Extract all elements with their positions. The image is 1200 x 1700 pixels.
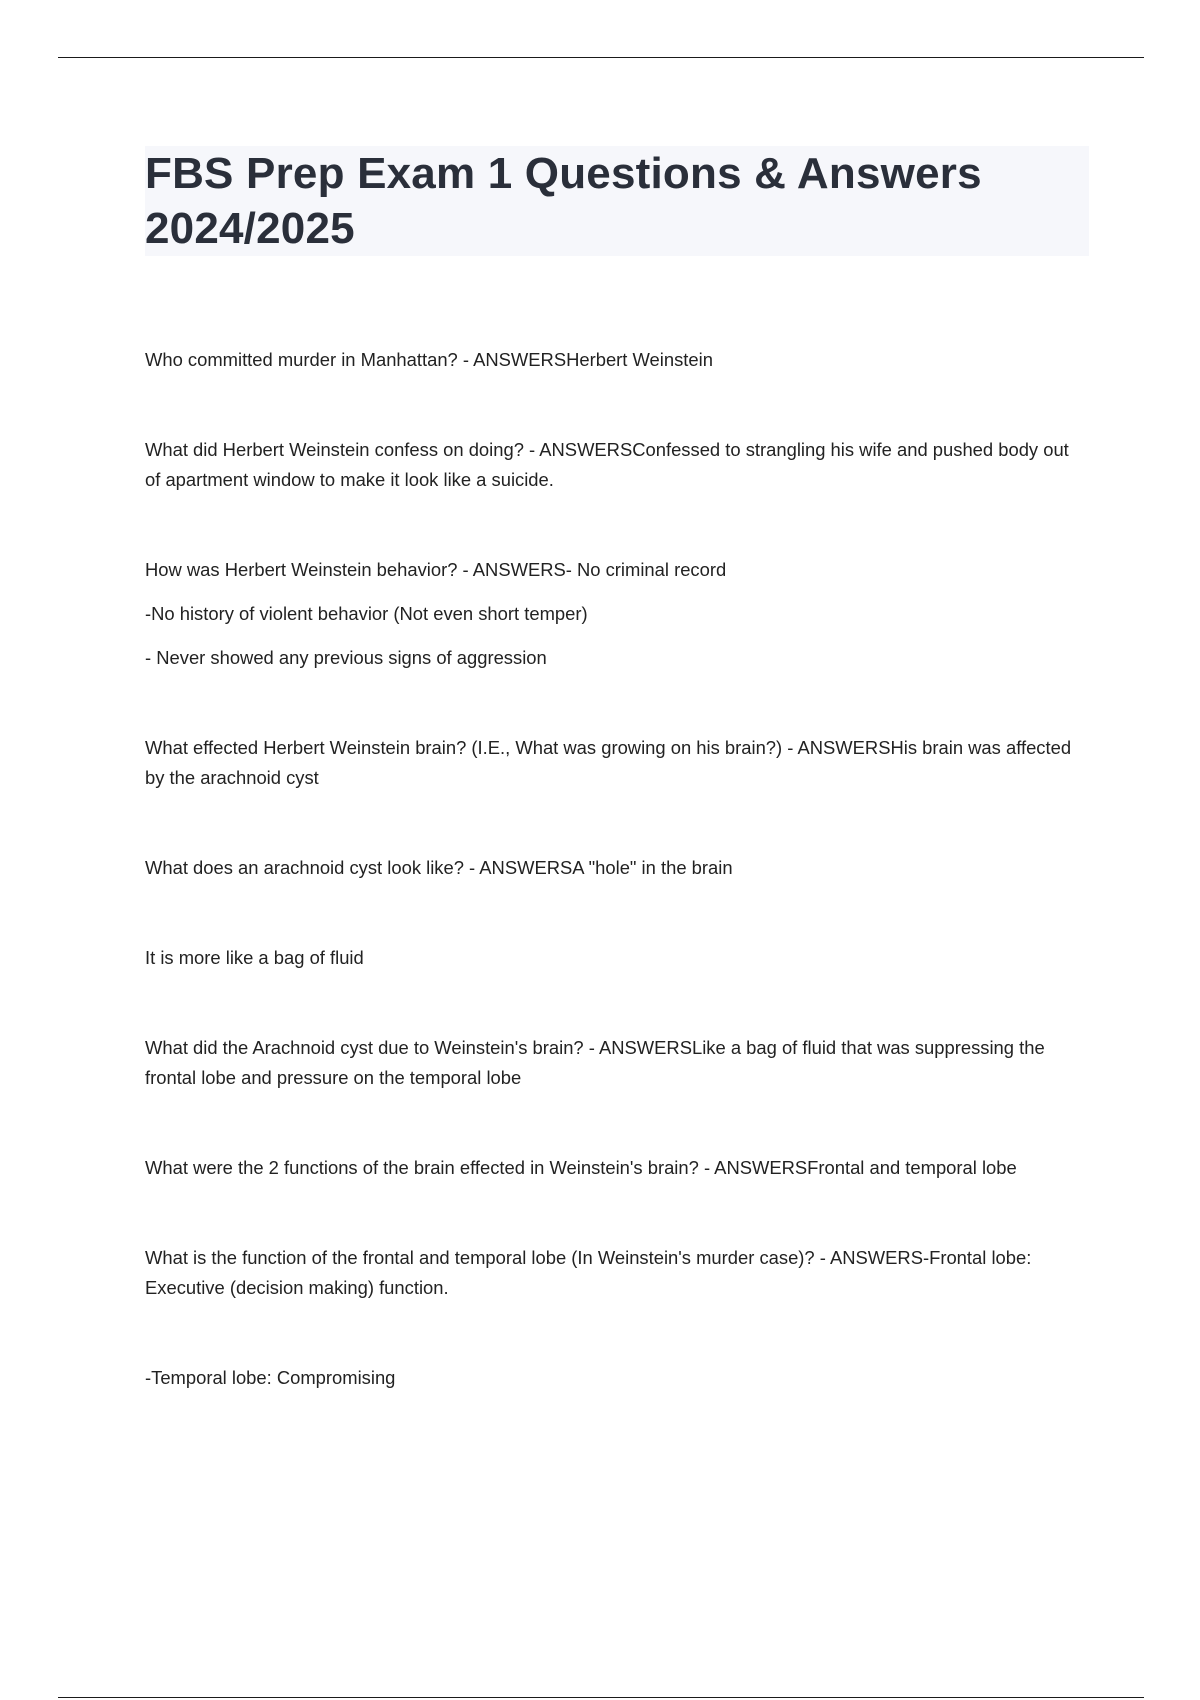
qa-entry: What did Herbert Weinstein confess on doing? - ANSWERSConfessed to strangling his wife and pushed body out of apartment window to make it look like a suicide.: [145, 439, 1069, 490]
footer-rule: [58, 1697, 1144, 1698]
qa-entry-continuation: It is more like a bag of fluid: [145, 947, 364, 968]
qa-entry-continuation: - Never showed any previous signs of aggression: [145, 647, 547, 668]
qa-entry: What did the Arachnoid cyst due to Weinstein's brain? - ANSWERSLike a bag of fluid that was suppressing the frontal lobe and pressure on the temporal lobe: [145, 1037, 1045, 1088]
qa-entry-continuation: -Temporal lobe: Compromising: [145, 1367, 396, 1388]
qa-entry-continuation: -No history of violent behavior (Not even short temper): [145, 603, 588, 624]
header-rule: [58, 57, 1144, 58]
qa-content: [145, 345, 1080, 1393]
qa-entry: What were the 2 functions of the brain effected in Weinstein's brain? - ANSWERSFrontal and temporal lobe: [145, 1157, 1017, 1178]
qa-entry: What is the function of the frontal and temporal lobe (In Weinstein's murder case)? - ANSWERS-Frontal lobe: Executive (decision making) function.: [145, 1247, 1032, 1298]
document-title: FBS Prep Exam 1 Questions & Answers 2024/2025: [145, 149, 982, 253]
qa-entry: How was Herbert Weinstein behavior? - ANSWERS- No criminal record: [145, 559, 727, 580]
qa-entry: What does an arachnoid cyst look like? - ANSWERSA "hole" in the brain: [145, 857, 733, 878]
qa-entry: Who committed murder in Manhattan? - ANSWERSHerbert Weinstein: [145, 349, 713, 370]
qa-entry: What effected Herbert Weinstein brain? (I.E., What was growing on his brain?) - ANSWERSHis brain was affected by the arachnoid cyst: [145, 737, 1072, 788]
title-block: [145, 146, 1089, 256]
